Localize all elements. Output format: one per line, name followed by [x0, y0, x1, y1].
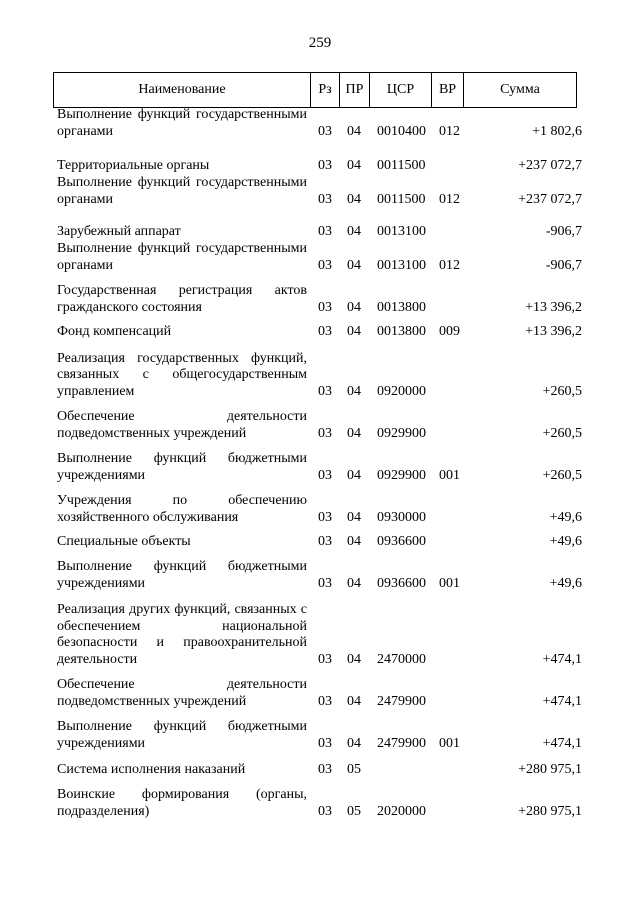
row-rz: 03 — [318, 324, 332, 339]
table-row — [0, 526, 640, 550]
row-name: Выполнение функций бюджетными учреждениями — [57, 559, 307, 591]
table-row — [0, 752, 640, 778]
table-row — [0, 442, 640, 484]
row-pr: 04 — [347, 258, 361, 273]
table-row — [0, 208, 640, 240]
row-rz: 03 — [318, 736, 332, 751]
row-sum: +49,6 — [549, 510, 582, 525]
row-rz: 03 — [318, 468, 332, 483]
row-rz: 03 — [318, 762, 332, 777]
page-number: 259 — [308, 35, 332, 51]
row-name: Государственная регистрация актов гражданского состояния — [57, 283, 307, 315]
row-name: Система исполнения наказаний — [57, 761, 246, 777]
row-pr: 04 — [347, 736, 361, 751]
row-pr: 04 — [347, 468, 361, 483]
table-row — [0, 140, 640, 174]
row-pr: 04 — [347, 384, 361, 399]
row-csr: 0013800 — [377, 324, 426, 339]
row-sum: +1 802,6 — [532, 124, 582, 139]
row-csr: 2479900 — [377, 694, 426, 709]
row-rz: 03 — [318, 652, 332, 667]
row-rz: 03 — [318, 576, 332, 591]
row-sum: +49,6 — [549, 534, 582, 549]
row-csr: 0929900 — [377, 426, 426, 441]
row-sum: +280 975,1 — [518, 762, 582, 777]
row-pr: 04 — [347, 534, 361, 549]
row-pr: 04 — [347, 694, 361, 709]
row-csr: 0936600 — [377, 534, 426, 549]
row-sum: +474,1 — [542, 652, 582, 667]
row-vr: 001 — [439, 736, 460, 751]
row-name: Выполнение функций государственными органами — [57, 107, 307, 139]
row-name: Выполнение функций бюджетными учреждениями — [57, 719, 307, 751]
row-rz: 03 — [318, 124, 332, 139]
row-vr: 001 — [439, 576, 460, 591]
row-name: Обеспечение деятельности подведомственных учреждений — [57, 677, 307, 709]
row-name: Зарубежный аппарат — [57, 223, 181, 239]
table-row — [0, 400, 640, 442]
table-row — [0, 550, 640, 592]
row-sum: -906,7 — [545, 224, 582, 239]
row-pr: 04 — [347, 192, 361, 207]
row-csr: 0936600 — [377, 576, 426, 591]
row-rz: 03 — [318, 534, 332, 549]
table-row — [0, 778, 640, 820]
row-rz: 03 — [318, 804, 332, 819]
row-vr: 009 — [439, 324, 460, 339]
header-pr: ПР — [340, 73, 370, 108]
row-csr: 0920000 — [377, 384, 426, 399]
row-sum: +260,5 — [542, 384, 582, 399]
row-csr: 0013100 — [377, 224, 426, 239]
row-name: Воинские формирования (органы, подразделения) — [57, 787, 307, 819]
row-sum: +260,5 — [542, 468, 582, 483]
row-sum: +49,6 — [549, 576, 582, 591]
table-row — [0, 274, 640, 316]
table-row — [0, 240, 640, 274]
row-sum: +260,5 — [542, 426, 582, 441]
row-csr: 2479900 — [377, 736, 426, 751]
table-row — [0, 316, 640, 340]
row-pr: 05 — [347, 762, 361, 777]
row-name: Специальные объекты — [57, 533, 191, 549]
row-pr: 05 — [347, 804, 361, 819]
row-csr: 0013100 — [377, 258, 426, 273]
row-pr: 04 — [347, 124, 361, 139]
row-name: Территориальные органы — [57, 157, 210, 173]
header-rz: Рз — [311, 73, 340, 108]
row-sum: +13 396,2 — [525, 300, 582, 315]
row-rz: 03 — [318, 694, 332, 709]
row-name: Выполнение функций государственными органами — [57, 241, 307, 273]
row-pr: 04 — [347, 324, 361, 339]
row-csr: 0930000 — [377, 510, 426, 525]
row-pr: 04 — [347, 576, 361, 591]
table-row — [0, 340, 640, 400]
row-rz: 03 — [318, 300, 332, 315]
table-row — [0, 108, 640, 140]
row-pr: 04 — [347, 300, 361, 315]
row-csr: 2470000 — [377, 652, 426, 667]
row-name: Выполнение функций бюджетными учреждениями — [57, 451, 307, 483]
table-row — [0, 668, 640, 710]
row-csr: 2020000 — [377, 804, 426, 819]
row-sum: +13 396,2 — [525, 324, 582, 339]
row-sum: +474,1 — [542, 694, 582, 709]
row-vr: 012 — [439, 192, 460, 207]
table-row — [0, 174, 640, 208]
row-pr: 04 — [347, 652, 361, 667]
row-rz: 03 — [318, 192, 332, 207]
row-vr: 012 — [439, 258, 460, 273]
row-sum: +280 975,1 — [518, 804, 582, 819]
row-name: Фонд компенсаций — [57, 323, 172, 339]
header-csr: ЦСР — [370, 73, 432, 108]
table-row — [0, 710, 640, 752]
row-sum: +237 072,7 — [518, 158, 582, 173]
row-pr: 04 — [347, 158, 361, 173]
row-name: Реализация государственных функций, связанных с общегосударственным управлением — [57, 350, 307, 399]
row-csr: 0010400 — [377, 124, 426, 139]
row-name: Учреждения по обеспечению хозяйственного обслуживания — [57, 493, 307, 525]
row-csr: 0011500 — [377, 192, 426, 207]
header-vr: ВР — [432, 73, 464, 108]
row-name: Обеспечение деятельности подведомственных учреждений — [57, 409, 307, 441]
row-sum: +474,1 — [542, 736, 582, 751]
row-pr: 04 — [347, 510, 361, 525]
row-name: Выполнение функций государственными органами — [57, 175, 307, 207]
row-name: Реализация других функций, связанных с обеспечением национальной безопасности и правоохранительной деятельности — [57, 602, 307, 667]
row-pr: 04 — [347, 426, 361, 441]
row-rz: 03 — [318, 426, 332, 441]
row-vr: 001 — [439, 468, 460, 483]
table-row — [0, 592, 640, 668]
row-sum: +237 072,7 — [518, 192, 582, 207]
row-csr: 0011500 — [377, 158, 426, 173]
row-rz: 03 — [318, 224, 332, 239]
row-rz: 03 — [318, 158, 332, 173]
row-rz: 03 — [318, 384, 332, 399]
header-name: Наименование — [54, 73, 311, 108]
header-sum: Сумма — [464, 73, 577, 108]
row-pr: 04 — [347, 224, 361, 239]
table-row — [0, 484, 640, 526]
table-header — [53, 72, 577, 108]
row-rz: 03 — [318, 510, 332, 525]
row-vr: 012 — [439, 124, 460, 139]
row-rz: 03 — [318, 258, 332, 273]
row-csr: 0013800 — [377, 300, 426, 315]
row-csr: 0929900 — [377, 468, 426, 483]
row-sum: -906,7 — [545, 258, 582, 273]
